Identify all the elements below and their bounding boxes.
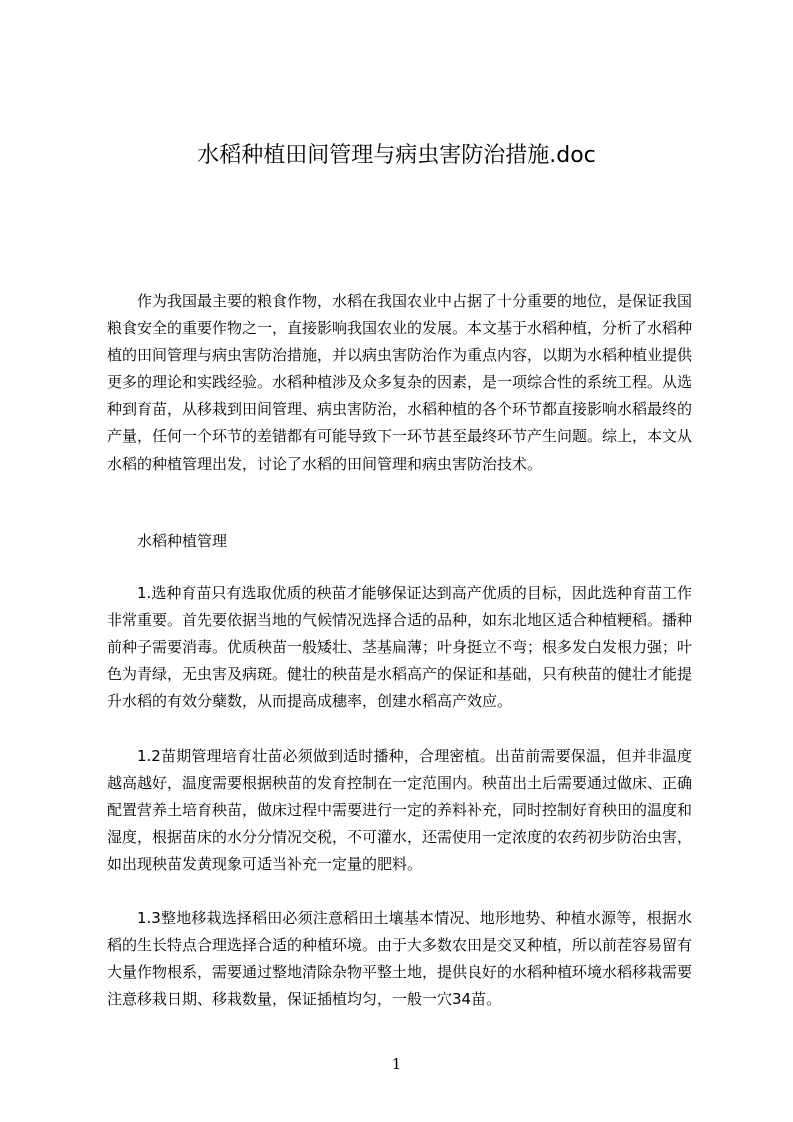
body-paragraph-seed-selection: 1.选种育苗只有选取优质的秧苗才能够保证达到高产优质的目标，因此选种育苗工作非常重要。首先要依据当地的气候情况选择合适的品种，如东北地区适合种植粳稻。播种前种子需要消毒。优质秧苗一般矮壮、茎基扁薄；叶身挺立不弯；根多发白发根力强；叶色为青绿，无虫害及病斑。健壮的秧苗是水稻高产的保证和基础，只有秧苗的健壮才能提升水稻的有效分蘖数，从而提高成穗率，创建水稻高产效应。: [107, 584, 693, 711]
section-heading: 水稻种植管理: [137, 532, 228, 550]
page-number: 1: [391, 1055, 402, 1073]
document-title: 水稻种植田间管理与病虫害防治措施.doc: [197, 143, 596, 168]
body-paragraph-transplanting: 1.3整地移栽选择稻田必须注意稻田土壤基本情况、地形地势、种植水源等，根据水稻的生长特点合理选择合适的种植环境。由于大多数农田是交叉种植，所以前茬容易留有大量作物根系，需要通过整地清除杂物平整土地，提供良好的水稻种植环境水稻移栽需要注意移栽日期、移栽数量，保证插植均匀，一般一穴34苗。: [107, 909, 693, 1009]
body-paragraph-seedling-management: 1.2苗期管理培育壮苗必须做到适时播种，合理密植。出苗前需要保温，但并非温度越高越好，温度需要根据秧苗的发育控制在一定范围内。秧苗出土后需要通过做床、正确配置营养土培育秧苗，做床过程中需要进行一定的养料补充，同时控制好育秧田的温度和湿度，根据苗床的水分分情况交税，不可灌水，还需使用一定浓度的农药初步防治虫害，如出现秧苗发黄现象可适当补充一定量的肥料。: [107, 747, 693, 874]
abstract-paragraph: 作为我国最主要的粮食作物，水稻在我国农业中占据了十分重要的地位，是保证我国粮食安全的重要作物之一，直接影响我国农业的发展。本文基于水稻种植，分析了水稻种植的田间管理与病虫害防治措施，并以病虫害防治作为重点内容，以期为水稻种植业提供更多的理论和实践经验。水稻种植涉及众多复杂的因素，是一项综合性的系统工程。从选种到育苗，从移栽到田间管理、病虫害防治，水稻种植的各个环节都直接影响水稻最终的产量，任何一个环节的差错都有可能导致下一环节甚至最终环节产生问题。综上，本文从水稻的种植管理出发，讨论了水稻的田间管理和病虫害防治技术。: [107, 292, 693, 473]
